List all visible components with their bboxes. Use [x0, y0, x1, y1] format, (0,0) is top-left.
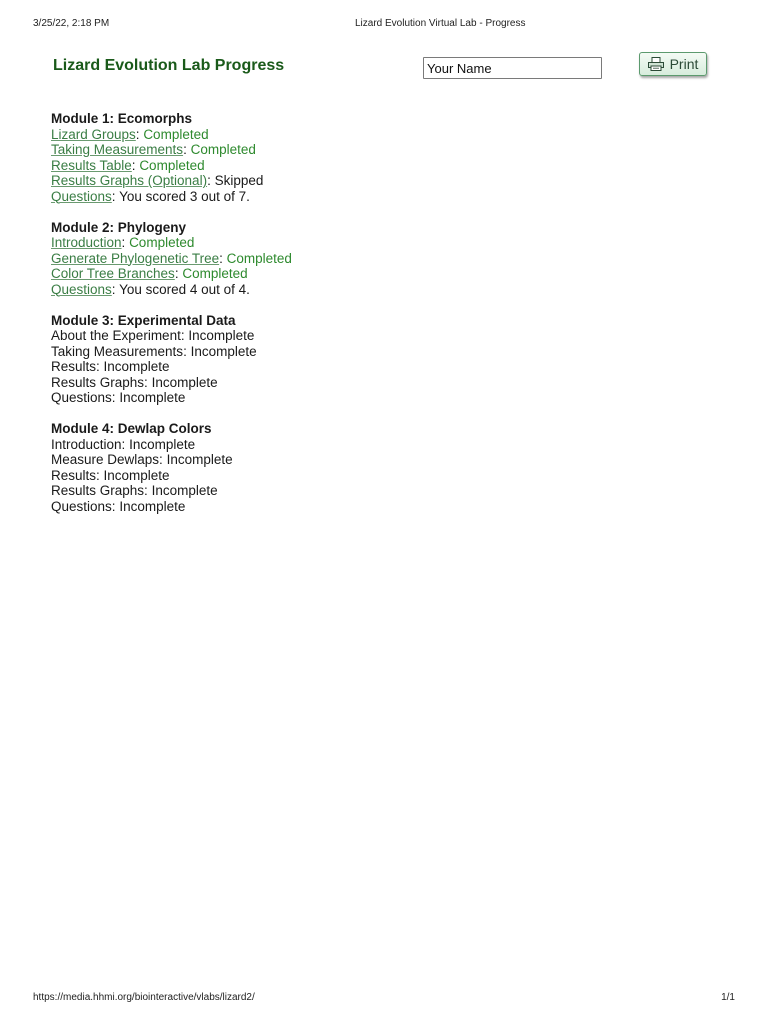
module-phylogeny — [51, 220, 711, 298]
print-url: https://media.hhmi.org/biointeractive/vlabs/lizard2/ — [33, 992, 255, 1003]
step-status: Incomplete — [119, 498, 186, 514]
step-name: Introduction — [51, 436, 122, 452]
step-status: Incomplete — [119, 390, 186, 405]
step-link-questions[interactable]: Questions — [51, 281, 112, 297]
step-status: Incomplete — [151, 374, 218, 390]
step-status: Incomplete — [166, 452, 233, 467]
step-name: Taking Measurements — [51, 343, 184, 359]
step-row: Taking Measurements: Incomplete — [51, 343, 257, 359]
progress-list — [51, 111, 711, 530]
your-name-input[interactable] — [423, 57, 602, 79]
step-status: Completed — [226, 250, 292, 266]
step-row: Results Graphs: Incomplete — [51, 374, 218, 390]
step-link-results-graphs[interactable]: Results Graphs (Optional) — [51, 173, 208, 188]
step-name: Questions — [51, 498, 112, 514]
step-row: Results Graphs: Incomplete — [51, 483, 218, 498]
step-status: Completed — [139, 157, 205, 173]
print-header — [33, 18, 735, 32]
step-row: Measure Dewlaps: Incomplete — [51, 452, 233, 467]
step-name: Results Graphs — [51, 374, 145, 390]
print-button-label: Print — [669, 56, 699, 72]
step-status: Incomplete — [103, 359, 170, 374]
step-link-color-tree-branches[interactable]: Color Tree Branches — [51, 266, 175, 281]
step-name: About the Experiment — [51, 328, 181, 343]
page-title: Lizard Evolution Lab Progress — [53, 57, 285, 74]
step-link-taking-measurements[interactable]: Taking Measurements — [51, 142, 184, 157]
step-name: Results — [51, 467, 97, 483]
step-row: Introduction: Incomplete — [51, 436, 196, 452]
step-status: You scored 3 out of 7. — [119, 188, 250, 204]
step-name: Questions — [51, 390, 112, 405]
step-link-questions[interactable]: Questions — [51, 188, 112, 204]
step-link-introduction[interactable]: Introduction — [51, 235, 122, 250]
step-name: Results Graphs — [51, 483, 145, 498]
step-row: Lizard Groups: Completed — [51, 126, 209, 142]
module-dewlap-colors — [51, 421, 711, 514]
module-heading: Module 4: Dewlap Colors — [51, 421, 212, 436]
print-footer — [33, 992, 735, 1006]
step-row: Questions: Incomplete — [51, 498, 186, 514]
step-link-generate-phylogenetic-tree[interactable]: Generate Phylogenetic Tree — [51, 250, 220, 266]
step-status: Completed — [143, 126, 209, 142]
module-heading: Module 2: Phylogeny — [51, 219, 187, 235]
step-row: Color Tree Branches: Completed — [51, 266, 248, 281]
step-status: Skipped — [214, 173, 264, 188]
print-button[interactable] — [639, 52, 707, 76]
step-row: Results Table: Completed — [51, 157, 205, 173]
step-row: Results: Incomplete — [51, 467, 170, 483]
step-row: Results: Incomplete — [51, 359, 170, 374]
step-status: Completed — [190, 142, 256, 157]
module-heading: Module 1: Ecomorphs — [51, 111, 193, 126]
step-row: Questions: You scored 4 out of 4. — [51, 281, 250, 297]
step-status: Incomplete — [129, 436, 196, 452]
step-row: Taking Measurements: Completed — [51, 142, 256, 157]
print-datetime: 3/25/22, 2:18 PM — [33, 18, 110, 29]
step-name: Measure Dewlaps — [51, 452, 160, 467]
step-name: Results — [51, 359, 97, 374]
step-status: Incomplete — [151, 483, 218, 498]
step-status: Incomplete — [188, 328, 255, 343]
step-status: Incomplete — [103, 467, 170, 483]
print-document-title: Lizard Evolution Virtual Lab - Progress — [355, 18, 526, 29]
print-page-number: 1/1 — [721, 992, 735, 1003]
module-ecomorphs — [51, 111, 711, 204]
step-row: Results Graphs (Optional): Skipped — [51, 173, 264, 188]
step-status: Incomplete — [190, 343, 257, 359]
step-link-lizard-groups[interactable]: Lizard Groups — [51, 126, 136, 142]
step-row: Introduction: Completed — [51, 235, 195, 250]
module-experimental-data — [51, 313, 711, 406]
module-heading: Module 3: Experimental Data — [51, 312, 236, 328]
step-row: Generate Phylogenetic Tree: Completed — [51, 250, 292, 266]
step-row: About the Experiment: Incomplete — [51, 328, 255, 343]
step-row: Questions: Incomplete — [51, 390, 186, 405]
step-status: Completed — [182, 266, 248, 281]
step-status: Completed — [129, 235, 195, 250]
printer-icon — [648, 57, 664, 71]
step-status: You scored 4 out of 4. — [119, 281, 250, 297]
step-row: Questions: You scored 3 out of 7. — [51, 188, 250, 204]
step-link-results-table[interactable]: Results Table — [51, 157, 132, 173]
